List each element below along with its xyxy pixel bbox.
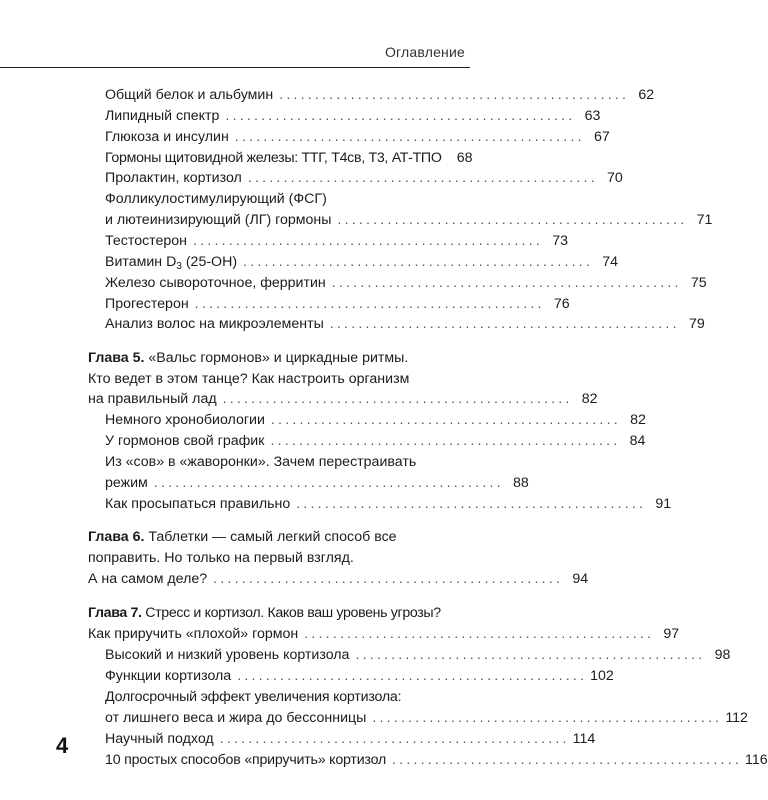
leader-dots: .................................................	[234, 129, 585, 145]
leader-dots: .................................................	[153, 475, 504, 491]
leader-dots: .................................................	[355, 647, 706, 663]
header-rule	[0, 67, 470, 68]
page-ref: 71	[696, 212, 713, 228]
page-ref: 68	[456, 150, 473, 166]
leader-dots: .................................................	[279, 87, 630, 103]
leader-dots: .................................................	[296, 496, 647, 512]
page-ref: 67	[593, 129, 610, 145]
page-ref: 98	[714, 647, 731, 663]
page-ref: 102	[590, 668, 614, 684]
page-ref: 62	[638, 87, 655, 103]
leader-dots: .................................................	[222, 391, 573, 407]
leader-dots: .................................................	[243, 254, 594, 270]
chapter-label: Глава 7.	[88, 605, 142, 621]
running-header-title: Оглавление	[384, 44, 465, 60]
page-ref: 73	[552, 233, 568, 249]
page-ref: 74	[602, 254, 619, 270]
leader-dots: .................................................	[331, 275, 682, 291]
page-ref: 116	[744, 752, 768, 768]
leader-dots: .................................................	[304, 626, 655, 642]
page-ref: 112	[725, 710, 748, 726]
leader-dots: .................................................	[270, 433, 621, 449]
leader-dots: .................................................	[329, 316, 680, 332]
leader-dots: .................................................	[219, 731, 570, 747]
page-ref: 82	[581, 391, 598, 407]
page-ref: 91	[655, 496, 672, 512]
leader-dots: .................................................	[372, 710, 723, 726]
page-ref: 97	[663, 626, 680, 642]
chapter-label: Глава 5.	[88, 350, 145, 366]
leader-dots: .................................................	[270, 412, 621, 428]
page-ref: 84	[629, 433, 646, 449]
leader-dots: .................................................	[392, 752, 742, 768]
leader-dots: .................................................	[237, 668, 588, 684]
chapter-label: Глава 6.	[88, 529, 145, 545]
page-ref: 70	[606, 170, 623, 186]
leader-dots: .................................................	[194, 296, 545, 312]
page-ref: 76	[553, 296, 570, 312]
page-ref: 88	[512, 475, 529, 491]
page-ref: 94	[572, 571, 589, 587]
leader-dots: .................................................	[213, 571, 564, 587]
page-ref: 63	[584, 108, 601, 124]
leader-dots: .................................................	[247, 170, 598, 186]
page-ref: 114	[572, 731, 596, 747]
leader-dots: .................................................	[337, 212, 688, 228]
page-number: 4	[56, 733, 69, 758]
leader-dots: .................................................	[193, 233, 543, 249]
page-ref: 79	[688, 316, 705, 332]
leader-dots: .................................................	[225, 108, 576, 124]
page-ref: 75	[690, 275, 707, 291]
page-ref: 82	[630, 412, 646, 428]
